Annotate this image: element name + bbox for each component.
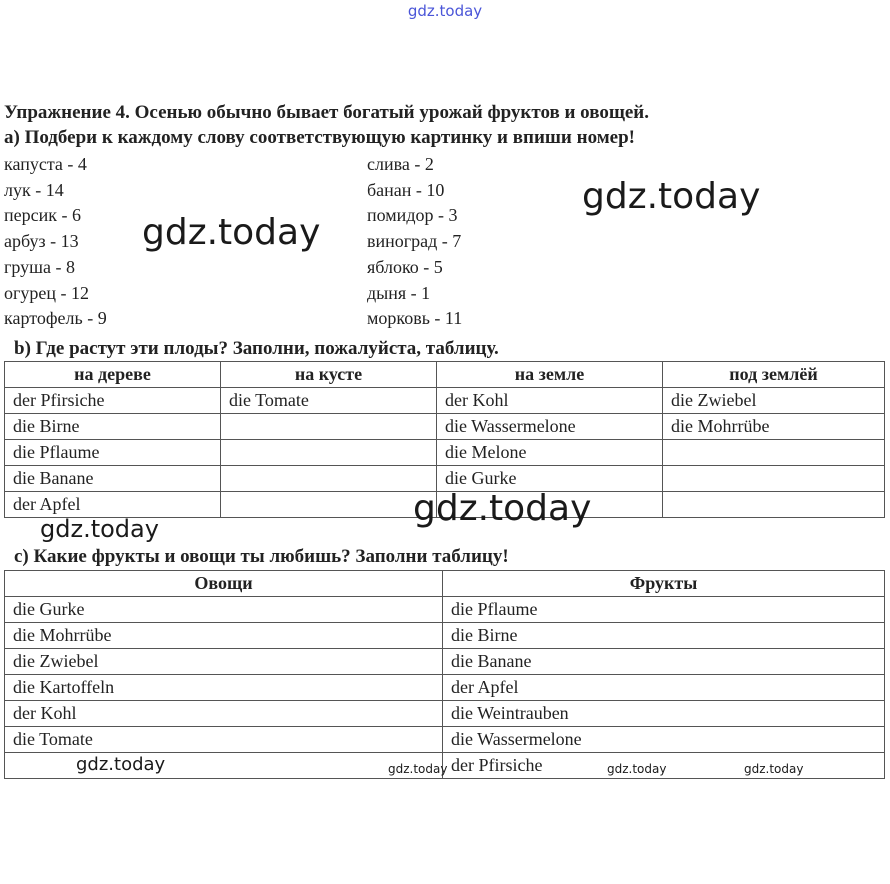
- list-item: виноград - 7: [367, 231, 462, 252]
- list-item: капуста - 4: [4, 154, 87, 174]
- table-cell: [5, 753, 443, 779]
- list-item: слива - 2: [367, 154, 434, 174]
- list-item: персик - 6: [4, 205, 81, 226]
- table-cell: die Gurke: [5, 597, 443, 623]
- table-header-row: [5, 362, 885, 388]
- table-cell: die Birne: [443, 623, 885, 649]
- watermark: gdz.today: [744, 762, 804, 776]
- table-row: [5, 727, 885, 753]
- column-header: Овощи: [5, 571, 443, 597]
- table-cell: die Banane: [443, 649, 885, 675]
- table-cell: die Pflaume: [443, 597, 885, 623]
- table-cell: die Pflaume: [5, 440, 221, 466]
- watermark: gdz.today: [40, 515, 159, 543]
- table-cell: [663, 466, 885, 492]
- table-cell: die Wassermelone: [437, 414, 663, 440]
- table-cell: die Gurke: [437, 466, 663, 492]
- part-b-instruction: b) Где растут эти плоды? Заполни, пожалуйста, таблицу.: [14, 338, 499, 359]
- column-header: на земле: [437, 362, 663, 388]
- watermark: gdz.today: [607, 762, 667, 776]
- part-c-instruction: c) Какие фрукты и овощи ты любишь? Заполни таблицу!: [14, 546, 509, 567]
- table-cell: der Apfel: [443, 675, 885, 701]
- table-cell: die Zwiebel: [5, 649, 443, 675]
- list-item: дыня - 1: [367, 282, 431, 303]
- table-row: [5, 440, 885, 466]
- list-item: лук - 14: [4, 179, 64, 200]
- table-cell: der Kohl: [5, 701, 443, 727]
- table-cell: der Apfel: [5, 492, 221, 518]
- column-header: на кусте: [221, 362, 437, 388]
- table-cell: [221, 414, 437, 440]
- table-cell: die Mohrrübe: [663, 414, 885, 440]
- table-cell: die Wassermelone: [443, 727, 885, 753]
- table-cell: die Zwiebel: [663, 388, 885, 414]
- table-row: [5, 623, 885, 649]
- table-row: [5, 675, 885, 701]
- list-item: картофель - 9: [4, 308, 107, 329]
- word-list-left: [4, 152, 107, 332]
- table-cell: [221, 466, 437, 492]
- column-header: Фрукты: [443, 571, 885, 597]
- table-row: [5, 597, 885, 623]
- site-header-link[interactable]: gdz.today: [407, 2, 483, 20]
- list-item: огурец - 12: [4, 282, 89, 303]
- table-cell: die Banane: [5, 466, 221, 492]
- list-item: помидор - 3: [367, 205, 458, 226]
- list-item: морковь - 11: [367, 308, 463, 329]
- watermark: gdz.today: [413, 488, 592, 529]
- table-cell: die Tomate: [221, 388, 437, 414]
- table-cell: der Kohl: [437, 388, 663, 414]
- word-list-right: [367, 152, 462, 332]
- table-row: [5, 649, 885, 675]
- table-row: [5, 414, 885, 440]
- table-row: [5, 701, 885, 727]
- exercise-title: Упражнение 4. Осенью обычно бывает богатый урожай фруктов и овощей.: [4, 102, 650, 123]
- table-cell: die Tomate: [5, 727, 443, 753]
- table-cell: die Melone: [437, 440, 663, 466]
- watermark: gdz.today: [142, 212, 321, 253]
- list-item: груша - 8: [4, 256, 75, 277]
- table-cell: die Weintrauben: [443, 701, 885, 727]
- watermark: gdz.today: [582, 176, 761, 217]
- column-header: под землёй: [663, 362, 885, 388]
- table-cell: die Birne: [5, 414, 221, 440]
- list-item: яблоко - 5: [367, 256, 443, 277]
- watermark: gdz.today: [388, 762, 448, 776]
- table-cell: [221, 492, 437, 518]
- table-cell: [221, 440, 437, 466]
- column-header: на дереве: [5, 362, 221, 388]
- table-cell: der Pfirsiche: [443, 753, 885, 779]
- table-row: [5, 388, 885, 414]
- list-item: банан - 10: [367, 179, 445, 200]
- table-cell: die Kartoffeln: [5, 675, 443, 701]
- table-cell: der Pfirsiche: [5, 388, 221, 414]
- table-cell: die Mohrrübe: [5, 623, 443, 649]
- favorites-table: [4, 570, 885, 779]
- list-item: арбуз - 13: [4, 231, 79, 252]
- table-cell: [663, 440, 885, 466]
- table-header-row: [5, 571, 885, 597]
- part-a-instruction: а) Подбери к каждому слову соответствующую картинку и впиши номер!: [4, 127, 635, 148]
- watermark: gdz.today: [76, 754, 166, 775]
- table-cell: [663, 492, 885, 518]
